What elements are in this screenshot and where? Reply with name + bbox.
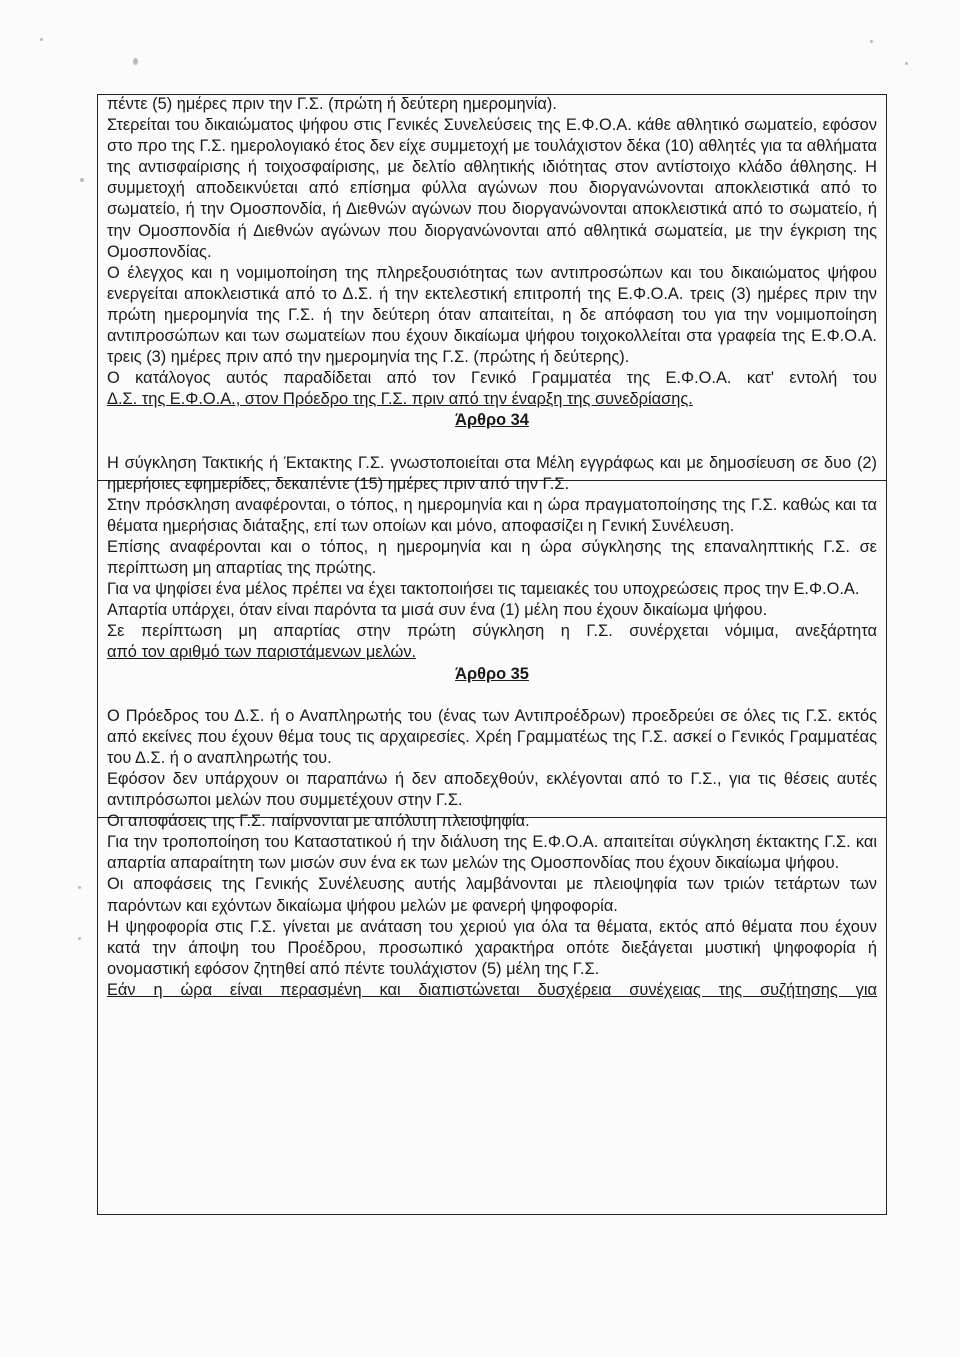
scan-speck [78,937,81,940]
paragraph: Η ψηφοφορία στις Γ.Σ. γίνεται με ανάταση του χεριού για όλα τα θέματα, εκτός από θέματα που έχουν κατά την άποψη του Προέδρου, προσωπικό χαρακτήρα οπότε διεξάγεται μυστική ψηφοφορία ή ονομαστική εφόσον ζητηθεί από πέντε τουλάχιστον (5) μέλη της Γ.Σ. [107,917,877,978]
paragraph: από τον αριθμό των παριστάμενων μελών. [107,643,417,662]
document-body [107,94,877,1001]
paragraph: Επίσης αναφέρονται και ο τόπος, η ημερομηνία και η ώρα σύγκλησης της επαναληπτικής Γ.Σ. σε περίπτωση μη απαρτίας της πρώτης. [107,537,877,578]
paragraph: Για να ψηφίσει ένα μέλος πρέπει να έχει τακτοποιήσει τις ταμειακές του υποχρεώσεις προς την Ε.Φ.Ο.Α. [107,580,860,599]
article-heading-34: Άρθρο 34 [455,411,529,430]
paragraph: Εάν η ώρα είναι περασμένη και διαπιστώνεται δυσχέρεια συνέχειας της συζήτησης για [107,980,877,999]
scan-speck [78,886,81,889]
scan-speck [40,38,43,41]
scan-speck [905,62,908,65]
paragraph: πέντε (5) ημέρες πριν την Γ.Σ. (πρώτη ή δεύτερη ημερομηνία). [107,95,557,113]
paragraph: Ο έλεγχος και η νομιμοποίηση της πληρεξουσιότητας των αντιπροσώπων και του δικαιώματος ψήφου ενεργείται αποκλειστικά από το Δ.Σ. ή την εκτελεστική επιτροπή της Ε.Φ.Ο.Α. τρεις (3) ημέρες πριν την πρώτη ημερομηνία της Γ.Σ. ή την δεύτερη όταν απαιτείται, η δε απόφαση του για την νομιμοποίηση αντιπροσώπων και των σωματείων που έχουν δικαίωμα ψήφου τοιχοκολλείται στα γραφεία της Ε.Φ.Ο.Α. τρεις (3) ημέρες πριν από την ημερομηνία της Γ.Σ. (πρώτης ή δεύτερης). [107,263,877,367]
paragraph: Ο κατάλογος αυτός παραδίδεται από τον Γενικό Γραμματέα της Ε.Φ.Ο.Α. κατ' εντολή του [107,369,877,388]
paragraph: Η σύγκληση Τακτικής ή Έκτακτης Γ.Σ. γνωστοποιείται στα Μέλη εγγράφως και με δημοσίευση σε δυο (2) ημερήσιες εφημερίδες, δεκαπέντε (15) ημέρες πριν από την Γ.Σ. [107,453,877,493]
paragraph: Οι αποφάσεις της Γενικής Συνέλευσης αυτής λαμβάνονται με πλειοψηφία των τριών τετάρτων των παρόντων και εχόντων δικαίωμα ψήφου μελών με φανερή ψηφοφορία. [107,875,877,915]
paragraph: Για την τροποποίηση του Καταστατικού ή την διάλυση της Ε.Φ.Ο.Α. απαιτείται σύγκληση έκτακτης Γ.Σ. και απαρτία απαραίτητη των μισών συν ένα εκ των μελών της Ομοσπονδίας που έχουν δικαίωμα ψήφου. [107,833,877,873]
paragraph: Δ.Σ. της Ε.Φ.Ο.Α., στον Πρόεδρο της Γ.Σ. πριν από την έναρξη της συνεδρίασης. [107,390,693,409]
paragraph: Εφόσον δεν υπάρχουν οι παραπάνω ή δεν αποδεχθούν, εκλέγονται από το Γ.Σ., για τις θέσεις αυτές αντιπρόσωποι μελών που συμμετέχουν στην Γ.Σ. [107,770,877,810]
paragraph: Σε περίπτωση μη απαρτίας στην πρώτη σύγκληση η Γ.Σ. συνέρχεται νόμιμα, ανεξάρτητα [107,622,877,641]
scan-speck [133,58,138,65]
paragraph: Οι αποφάσεις της Γ.Σ. παίρνονται με απόλυτη πλειοψηφία. [107,812,530,831]
article-heading-35: Άρθρο 35 [455,664,529,683]
paragraph: Απαρτία υπάρχει, όταν είναι παρόντα τα μισά συν ένα (1) μέλη που έχουν δικαίωμα ψήφου. [107,601,768,620]
paragraph: Στην πρόσκληση αναφέρονται, ο τόπος, η ημερομηνία και η ώρα πραγματοποίησης της Γ.Σ. καθώς και τα θέματα ημερήσιας διάταξης, επί των οποίων και μόνο, αποφασίζει η Γενική Συνέλευση. [107,495,877,535]
paragraph: Στερείται του δικαιώματος ψήφου στις Γενικές Συνελεύσεις της Ε.Φ.Ο.Α. κάθε αθλητικό σωματείο, εφόσον στο προ της Γ.Σ. ημερολογιακό έτος δεν είχε συμμετοχή με τουλάχιστον δέκα (10) αθλητές για τα αθλήματα της αντισφαίρισης ή τοιχοσφαίρισης, με δελτίο αθλητικής ιδιότητας στον αντίστοιχο κλάδο άθλησης. Η συμμετοχή αποδεικνύεται από επίσημα φύλλα αγώνων που διοργανώνονται αποκλειστικά από το σωματείο, ή την Ομοσπονδία, ή Διεθνών αγώνων που διοργανώνονται αποκλειστικά από το σωματείο, ή την Ομοσπονδία ή Διεθνών αγώνων που διοργανώνονται από αθλητικά σωματεία, με την έγκριση της Ομοσπονδίας. [107,116,877,261]
scan-speck [80,178,84,182]
scan-speck [870,40,873,43]
paragraph: Ο Πρόεδρος του Δ.Σ. ή ο Αναπληρωτής του (ένας των Αντιπροέδρων) προεδρεύει σε όλες τις Γ.Σ. εκτός από εκείνες που έχουν θέμα τους τις αρχαιρεσίες. Χρέη Γραμματέως της Γ.Σ. ασκεί ο Γενικός Γραμματέας του Δ.Σ. ή ο αναπληρωτής του. [107,706,877,767]
